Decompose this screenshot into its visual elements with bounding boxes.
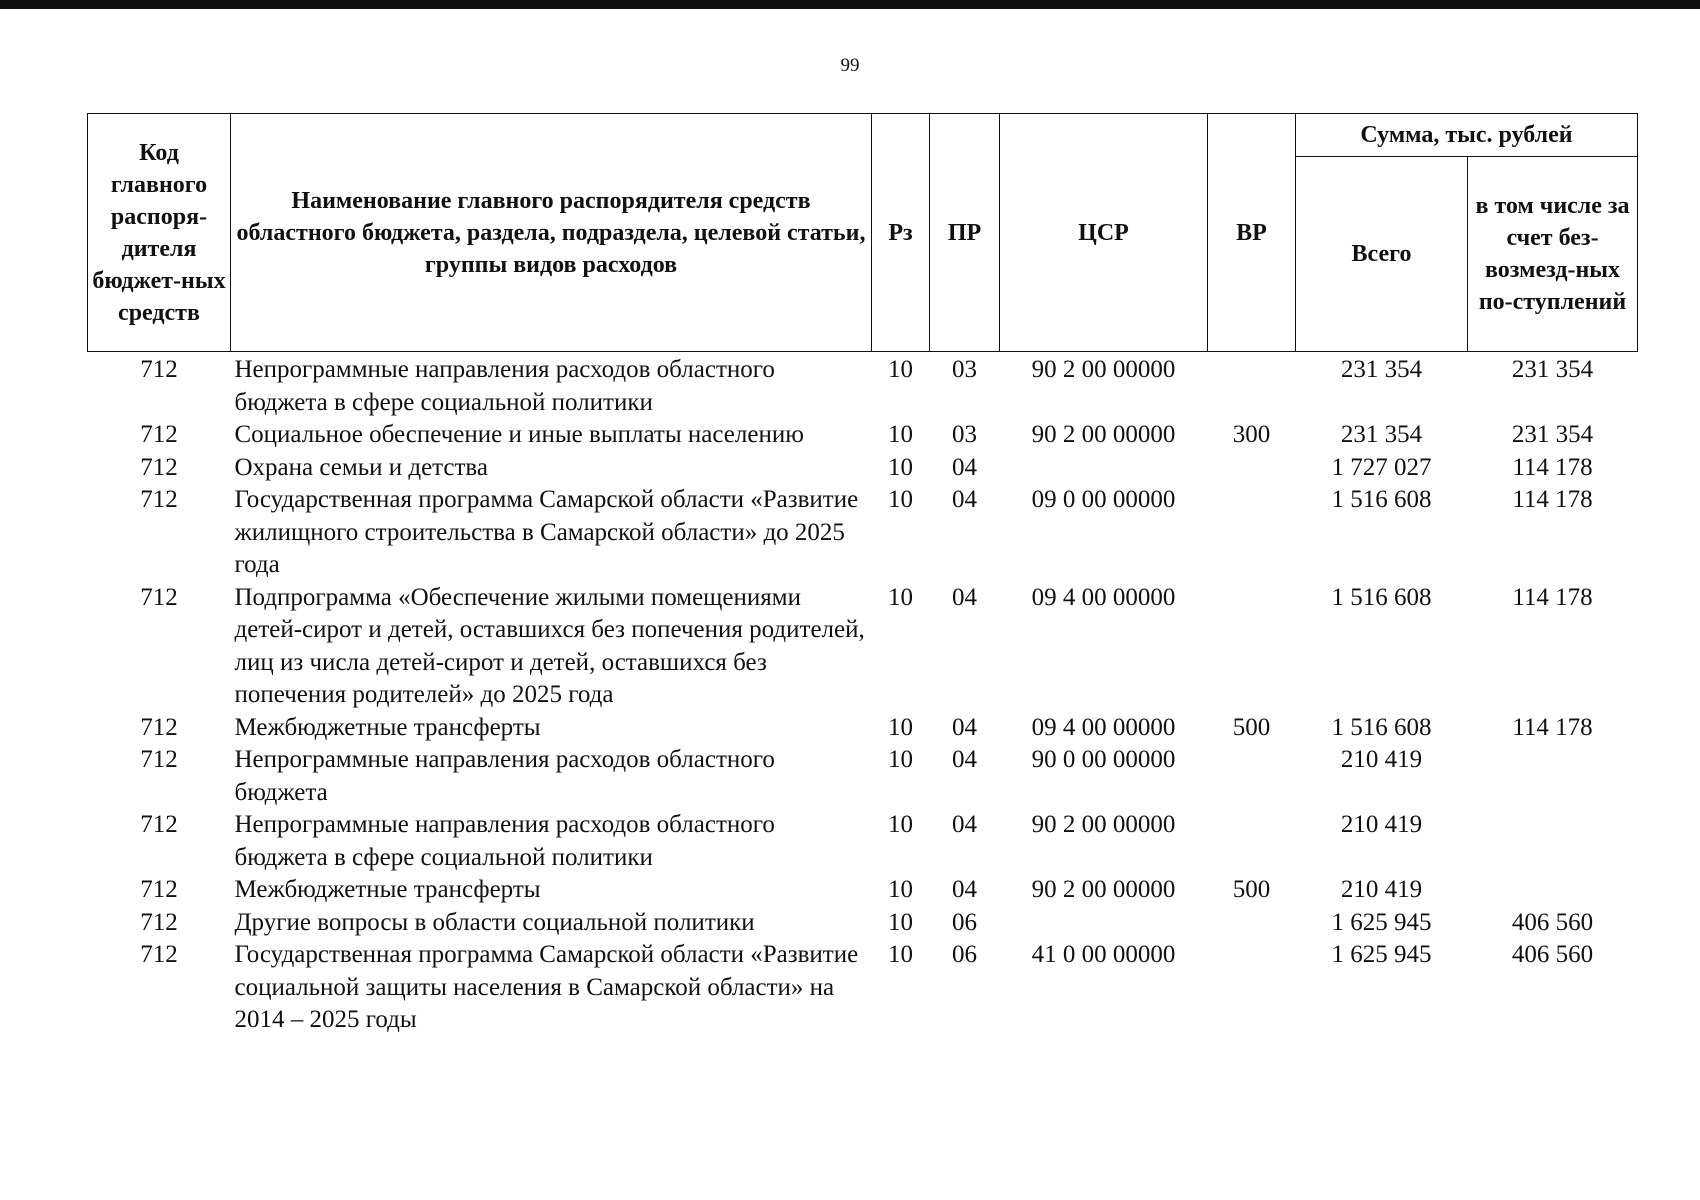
cell-pr: 03	[952, 421, 977, 448]
cell-free	[1468, 874, 1638, 907]
cell-total: 1 727 027	[1331, 453, 1432, 481]
cell-code: 712	[140, 453, 178, 481]
cell-rz: 10	[888, 811, 913, 838]
table-row	[88, 712, 1638, 745]
cell-rz: 10	[888, 908, 913, 936]
cell-code: 712	[140, 356, 178, 383]
cell-name: Другие вопросы в области социальной политики	[234, 908, 755, 936]
cell-free: 114 178	[1512, 486, 1593, 513]
table-row	[88, 744, 1638, 809]
cell-code: 712	[140, 583, 178, 611]
cell-free: 114 178	[1512, 453, 1593, 481]
cell-name: Охрана семьи и детства	[234, 453, 488, 481]
cell-code: 712	[140, 421, 178, 448]
header-code: Код главного распоря-дителя бюджет-ных средств	[88, 114, 231, 352]
cell-total: 231 354	[1340, 356, 1423, 383]
cell-csr	[1000, 907, 1208, 940]
cell-pr: 06	[952, 908, 977, 936]
cell-pr: 04	[952, 583, 977, 611]
table-row	[88, 352, 1638, 420]
cell-total: 210 419	[1340, 876, 1423, 903]
cell-name: Непрограммные направления расходов областного бюджета в сфере социальной политики	[234, 356, 775, 416]
cell-rz: 10	[888, 453, 913, 481]
cell-free: 231 354	[1511, 421, 1594, 448]
cell-vr	[1208, 484, 1296, 582]
cell-vr	[1208, 352, 1296, 420]
cell-total: 1 625 945	[1331, 908, 1432, 936]
cell-code: 712	[140, 876, 178, 903]
cell-name: Подпрограмма «Обеспечение жилыми помещениями детей-сирот и детей, оставшихся без попечения родителей, лиц из числа детей-сирот и детей, оставшихся без попечения родителей» до 2025 года	[234, 583, 865, 708]
cell-csr	[1000, 452, 1208, 485]
cell-code: 712	[140, 713, 178, 741]
table-row	[88, 907, 1638, 940]
cell-code: 712	[140, 811, 178, 838]
cell-rz: 10	[888, 486, 913, 513]
table-header	[88, 114, 1638, 352]
cell-pr: 04	[952, 811, 977, 838]
page-number: 99	[840, 55, 860, 76]
cell-vr	[1208, 907, 1296, 940]
budget-table	[87, 113, 1638, 1037]
cell-rz: 10	[888, 941, 913, 968]
cell-code: 712	[140, 908, 178, 936]
cell-code: 712	[140, 941, 178, 968]
cell-vr: 500	[1232, 713, 1271, 741]
cell-vr	[1208, 582, 1296, 712]
cell-name: Государственная программа Самарской области «Развитие жилищного строительства в Самарской области» до 2025 года	[234, 486, 859, 578]
cell-rz: 10	[888, 421, 913, 448]
cell-csr: 09 4 00 00000	[1031, 713, 1176, 741]
header-name: Наименование главного распорядителя средств областного бюджета, раздела, подраздела, целевой статьи, группы видов расходов	[231, 114, 872, 352]
cell-pr: 04	[952, 713, 977, 741]
cell-csr: 90 2 00 00000	[1031, 421, 1176, 448]
table-row	[88, 809, 1638, 874]
header-sum-group: Сумма, тыс. рублей	[1296, 114, 1638, 157]
cell-total: 1 516 608	[1331, 583, 1432, 611]
table-row	[88, 874, 1638, 907]
cell-csr: 41 0 00 00000	[1031, 941, 1176, 968]
header-rz: Рз	[872, 114, 930, 352]
cell-pr: 04	[952, 746, 977, 773]
table-body	[88, 352, 1638, 1037]
cell-rz: 10	[888, 583, 913, 611]
cell-free: 406 560	[1511, 941, 1594, 968]
table-row	[88, 419, 1638, 452]
header-vr: ВР	[1208, 114, 1296, 352]
cell-name: Непрограммные направления расходов областного бюджета	[234, 746, 775, 806]
cell-free	[1468, 744, 1638, 809]
cell-total: 1 625 945	[1331, 941, 1432, 968]
cell-rz: 10	[888, 746, 913, 773]
cell-pr: 04	[952, 876, 977, 903]
cell-total: 1 516 608	[1331, 713, 1432, 741]
cell-name: Непрограммные направления расходов областного бюджета в сфере социальной политики	[234, 811, 775, 871]
cell-total: 1 516 608	[1331, 486, 1432, 513]
table-row	[88, 582, 1638, 712]
cell-free: 114 178	[1512, 713, 1593, 741]
cell-free: 406 560	[1511, 908, 1594, 936]
cell-name: Социальное обеспечение и иные выплаты населению	[234, 421, 804, 448]
table-row	[88, 939, 1638, 1037]
cell-name: Межбюджетные трансферты	[234, 713, 541, 741]
cell-csr: 90 2 00 00000	[1031, 811, 1176, 838]
cell-csr: 09 4 00 00000	[1031, 583, 1176, 611]
cell-vr: 300	[1232, 421, 1271, 448]
header-total: Всего	[1296, 157, 1468, 352]
cell-vr	[1208, 939, 1296, 1037]
cell-csr: 90 2 00 00000	[1031, 876, 1176, 903]
cell-code: 712	[140, 486, 178, 513]
header-csr: ЦСР	[1000, 114, 1208, 352]
top-border-bar	[0, 0, 1700, 9]
cell-rz: 10	[888, 356, 913, 383]
cell-total: 231 354	[1340, 421, 1423, 448]
cell-code: 712	[140, 746, 178, 773]
cell-rz: 10	[888, 713, 913, 741]
cell-csr: 90 2 00 00000	[1031, 356, 1176, 383]
cell-total: 210 419	[1340, 746, 1423, 773]
table-row	[88, 452, 1638, 485]
cell-free: 114 178	[1512, 583, 1593, 611]
table-row	[88, 484, 1638, 582]
cell-rz: 10	[888, 876, 913, 903]
cell-vr	[1208, 744, 1296, 809]
header-pr: ПР	[930, 114, 1000, 352]
cell-csr: 09 0 00 00000	[1031, 486, 1176, 513]
cell-vr: 500	[1232, 876, 1271, 903]
cell-name: Государственная программа Самарской области «Развитие социальной защиты населения в Самарской области» на 2014 – 2025 годы	[234, 941, 859, 1033]
cell-pr: 04	[952, 453, 977, 481]
cell-pr: 03	[952, 356, 977, 383]
cell-pr: 04	[952, 486, 977, 513]
cell-name: Межбюджетные трансферты	[234, 876, 541, 903]
cell-free: 231 354	[1511, 356, 1594, 383]
header-free: в том числе за счет без-возмезд-ных по-ступлений	[1468, 157, 1638, 352]
cell-vr	[1208, 809, 1296, 874]
cell-vr	[1208, 452, 1296, 485]
cell-free	[1468, 809, 1638, 874]
cell-csr: 90 0 00 00000	[1031, 746, 1176, 773]
cell-pr: 06	[952, 941, 977, 968]
cell-total: 210 419	[1340, 811, 1423, 838]
